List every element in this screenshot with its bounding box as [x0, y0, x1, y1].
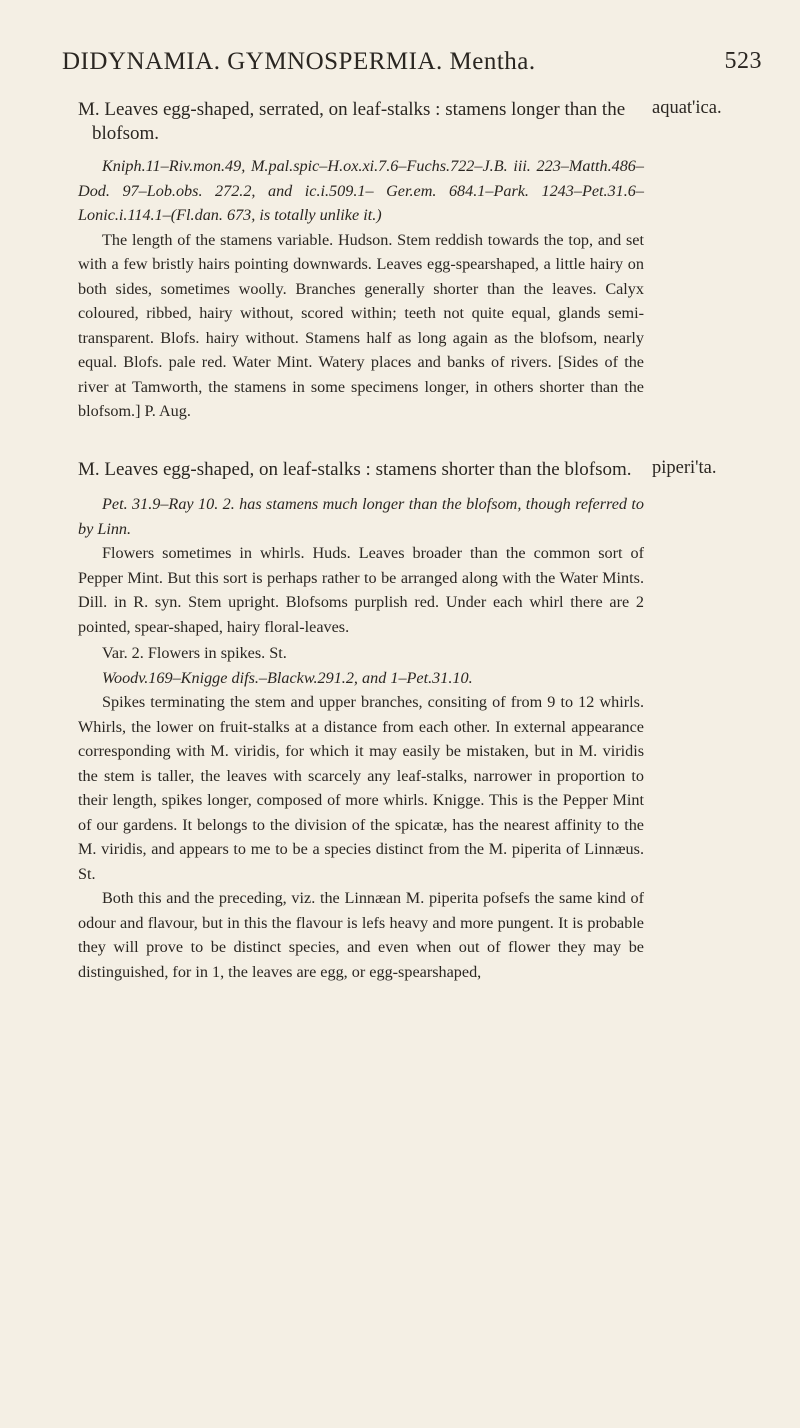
species-name-piperita: piperi'ta.: [652, 458, 717, 478]
variety-comparison: Both this and the preceding, viz. the Linnæan M. piperita pofsefs the same kind of odour and flavour, but in this the flavour is lefs heavy and more pungent. It is probable they will prove to be distinct species, and even when out of flower they may be distinguished, for in 1, the leaves are egg, or egg-spearshaped,: [78, 889, 644, 981]
running-title: DIDYNAMIA. GYMNOSPERMIA. Mentha.: [62, 48, 536, 75]
description: The length of the stamens variable. Hudson. Stem reddish towards the top, and set with a few bristly hairs pointing downwards. Leaves egg-spearshaped, a little hairy on both sides, sometimes woolly. Branches generally shorter than the leaves. Calyx coloured, ribbed, hairy without, scored within; teeth not quite equal, glands semi-transparent. Blofs. hairy without. Stamens half as long again as the blofsom, nearly equal. Blofs. pale red. Water Mint. Watery places and banks of rivers. [Sides of the river at Tamworth, the stamens in some specimens longer, in others shorter than the blofsom.] P. Aug.: [78, 230, 644, 420]
diagnosis: M. Leaves egg-shaped, serrated, on leaf-stalks : stamens longer than the blofsom.: [78, 99, 626, 144]
description: Flowers sometimes in whirls. Huds. Leaves broader than the common sort of Pepper Mint. But this sort is perhaps rather to be arranged along with the Water Mints. Dill. in R. syn. Stem upright. Blofsoms purplish red. Under each whirl there are 2 pointed, spear-shaped, hairy floral-leaves.: [78, 544, 644, 636]
species-name-aquatica: aquat'ica.: [652, 98, 722, 118]
entry-piperita: [78, 458, 644, 984]
entry-aquatica: [78, 98, 644, 424]
page-number: 523: [724, 48, 762, 74]
variety-heading: Var. 2. Flowers in spikes. St.: [102, 644, 287, 662]
variety-references: Woodv.169–Knigge difs.–Blackw.291.2, and 1–Pet.31.10.: [102, 668, 473, 687]
references: Pet. 31.9–Ray 10. 2. has stamens much longer than the blofsom, though referred to by Linn.: [78, 495, 644, 538]
diagnosis: M. Leaves egg-shaped, on leaf-stalks : stamens shorter than the blofsom.: [78, 459, 632, 480]
variety-description: Spikes terminating the stem and upper branches, consiting of from 9 to 12 whirls. Whirls, the lower on fruit-stalks at a distance from each other. In external appearance corresponding with M. viridis, for which it may easily be mistaken, but in M. viridis the stem is taller, the leaves with scarcely any leaf-stalks, narrower in proportion to their length, spikes longer, composed of more whirls. Knigge. This is the Pepper Mint of our gardens. It belongs to the division of the spicatæ, has the nearest affinity to the M. viridis, and appears to me to be a species distinct from the M. piperita of Linnæus. St.: [78, 693, 644, 883]
references: Kniph.11–Riv.mon.49, M.pal.spic–H.ox.xi.7.6–Fuchs.722–J.B. iii. 223–Matth.486–Dod. 97–Lob.obs. 272.2, and ic.i.509.1– Ger.em. 684.1–Park. 1243–Pet.31.6–Lonic.i.114.1–(Fl.dan. 673, is totally unlike it.): [78, 157, 644, 224]
